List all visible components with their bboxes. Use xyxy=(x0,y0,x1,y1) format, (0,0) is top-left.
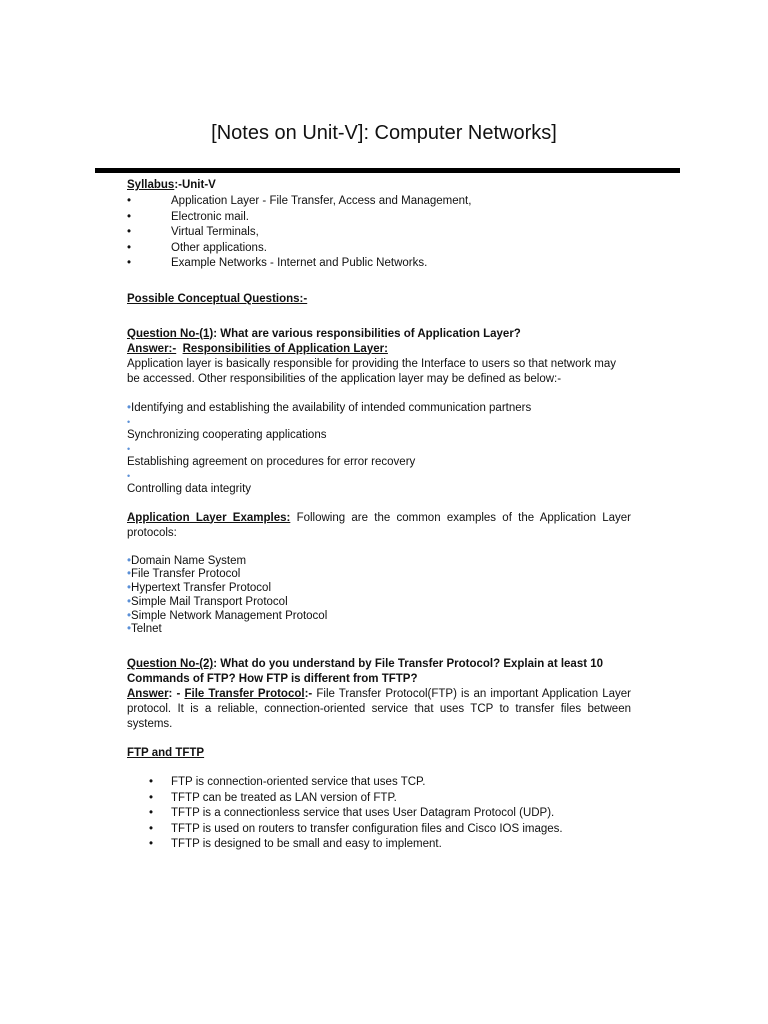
bullet-icon: • xyxy=(149,807,154,820)
examples-paragraph xyxy=(127,511,631,541)
bullet-icon: • xyxy=(127,443,131,454)
list-item xyxy=(127,596,631,610)
answer-1-paragraph: Application layer is basically responsible for providing the Interface to users so that network may be accessed. Other responsibilities of the application layer may be defined as below:- xyxy=(127,357,616,385)
bullet-icon: • xyxy=(127,416,131,427)
bullet-icon: • xyxy=(127,609,132,622)
answer-2-text-a: File Transfer Protocol xyxy=(316,688,428,701)
bullet-icon: • xyxy=(149,791,154,804)
bullet-icon: • xyxy=(127,568,132,581)
title-rule xyxy=(95,168,680,173)
ftp-item-text: TFTP is designed to be small and easy to implement. xyxy=(171,838,442,851)
responsibility-text: Synchronizing cooperating applications xyxy=(127,428,327,441)
question-1-label: Question No-(1) xyxy=(127,327,214,340)
bullet-icon: • xyxy=(127,241,132,254)
list-item xyxy=(149,822,631,838)
answer-1-title: Responsibilities of Application Layer: xyxy=(182,342,388,355)
bullet-icon: • xyxy=(127,595,132,608)
responsibility-text: Establishing agreement on procedures for error recovery xyxy=(127,455,416,468)
syllabus-item-text: Other applications. xyxy=(171,241,267,254)
list-item xyxy=(149,806,631,822)
list-item xyxy=(127,241,631,257)
bullet-icon: • xyxy=(127,582,132,595)
answer-1-label: Answer:- xyxy=(127,342,177,355)
syllabus-list xyxy=(127,194,631,272)
bullet-icon: • xyxy=(127,226,132,238)
bullet-icon: • xyxy=(127,257,132,269)
question-2-text: : What do you understand by File Transfer Protocol? Explain at least 10 Commands of FTP? How FTP is different from TFTP? xyxy=(127,658,604,686)
ftp-item-text: TFTP is used on routers to transfer configuration files and Cisco IOS images. xyxy=(171,822,563,835)
answer-2-sep: : - xyxy=(168,688,185,701)
examples-label: Application Layer Examples: xyxy=(127,511,291,524)
responsibility-text: Identifying and establishing the availability of intended communication partners xyxy=(131,401,532,414)
page-title: [Notes on Unit-V]: Computer Networks] xyxy=(211,122,557,144)
list-item xyxy=(149,775,631,791)
answer-2-label: Answer xyxy=(127,688,169,701)
bullet-icon: • xyxy=(127,210,132,223)
list-item xyxy=(127,623,631,637)
bullet-icon: • xyxy=(149,838,154,851)
list-item xyxy=(127,225,631,241)
bullet-icon: • xyxy=(149,776,154,789)
list-item xyxy=(127,401,631,416)
responsibility-text: Controlling data integrity xyxy=(127,482,252,495)
ftp-sep: :- xyxy=(304,688,317,701)
bullet-icon: • xyxy=(127,623,132,636)
example-text: Hypertext Transfer Protocol xyxy=(131,582,272,595)
ftp-item-text: TFTP can be treated as LAN version of FTP. xyxy=(171,791,397,804)
example-text: Simple Network Management Protocol xyxy=(131,609,328,622)
list-item xyxy=(149,791,631,807)
example-text: Telnet xyxy=(131,623,162,636)
answer-1-heading xyxy=(127,342,631,357)
ftp-label: File Transfer Protocol xyxy=(184,688,305,701)
example-text: Simple Mail Transport Protocol xyxy=(131,595,288,608)
example-text: Domain Name System xyxy=(131,554,247,567)
examples-list xyxy=(127,555,631,638)
bullet-icon: • xyxy=(127,554,132,567)
syllabus-suffix: :-Unit-V xyxy=(174,179,216,191)
bullet-icon: • xyxy=(127,470,131,481)
notes-content xyxy=(127,178,631,853)
syllabus-item-text: Electronic mail. xyxy=(171,210,249,223)
syllabus-label: Syllabus xyxy=(127,179,175,191)
ftp-tftp-list xyxy=(127,775,631,853)
list-item xyxy=(127,194,631,210)
bullet-icon: • xyxy=(149,822,154,835)
list-item xyxy=(127,582,631,596)
list-item xyxy=(127,256,631,272)
question-1 xyxy=(127,327,631,342)
list-item xyxy=(127,610,631,624)
list-item xyxy=(127,555,631,569)
question-2-label: Question No-(2) xyxy=(127,658,214,671)
bullet-icon: • xyxy=(127,401,132,414)
syllabus-heading xyxy=(127,178,631,194)
ftp-tftp-heading: FTP and TFTP xyxy=(127,747,205,760)
syllabus-item-text: Application Layer - File Transfer, Access and Management, xyxy=(171,195,472,207)
syllabus-item-text: Virtual Terminals, xyxy=(171,226,259,238)
ftp-item-text: FTP is connection-oriented service that uses TCP. xyxy=(171,776,426,789)
ftp-item-text: TFTP is a connectionless service that uses User Datagram Protocol (UDP). xyxy=(171,807,555,820)
list-item xyxy=(149,837,631,853)
answer-2-text-c: is an important Application Layer protocol. It is a reliable, connection-oriented service that uses TCP to transfer files between systems. xyxy=(127,688,631,731)
question-1-text: : What are various responsibilities of Application Layer? xyxy=(213,327,521,340)
list-item xyxy=(127,568,631,582)
examples-text: Following are the common examples of the Application Layer protocols: xyxy=(127,511,631,539)
list-item xyxy=(127,210,631,226)
syllabus-item-text: Example Networks - Internet and Public Networks. xyxy=(171,257,428,269)
bullet-icon: • xyxy=(127,195,132,207)
answer-2-text-b: (FTP) xyxy=(427,688,457,701)
example-text: File Transfer Protocol xyxy=(131,568,241,581)
possible-questions-heading: Possible Conceptual Questions:- xyxy=(127,292,308,305)
question-2 xyxy=(127,657,631,687)
answer-2-paragraph xyxy=(127,687,631,732)
